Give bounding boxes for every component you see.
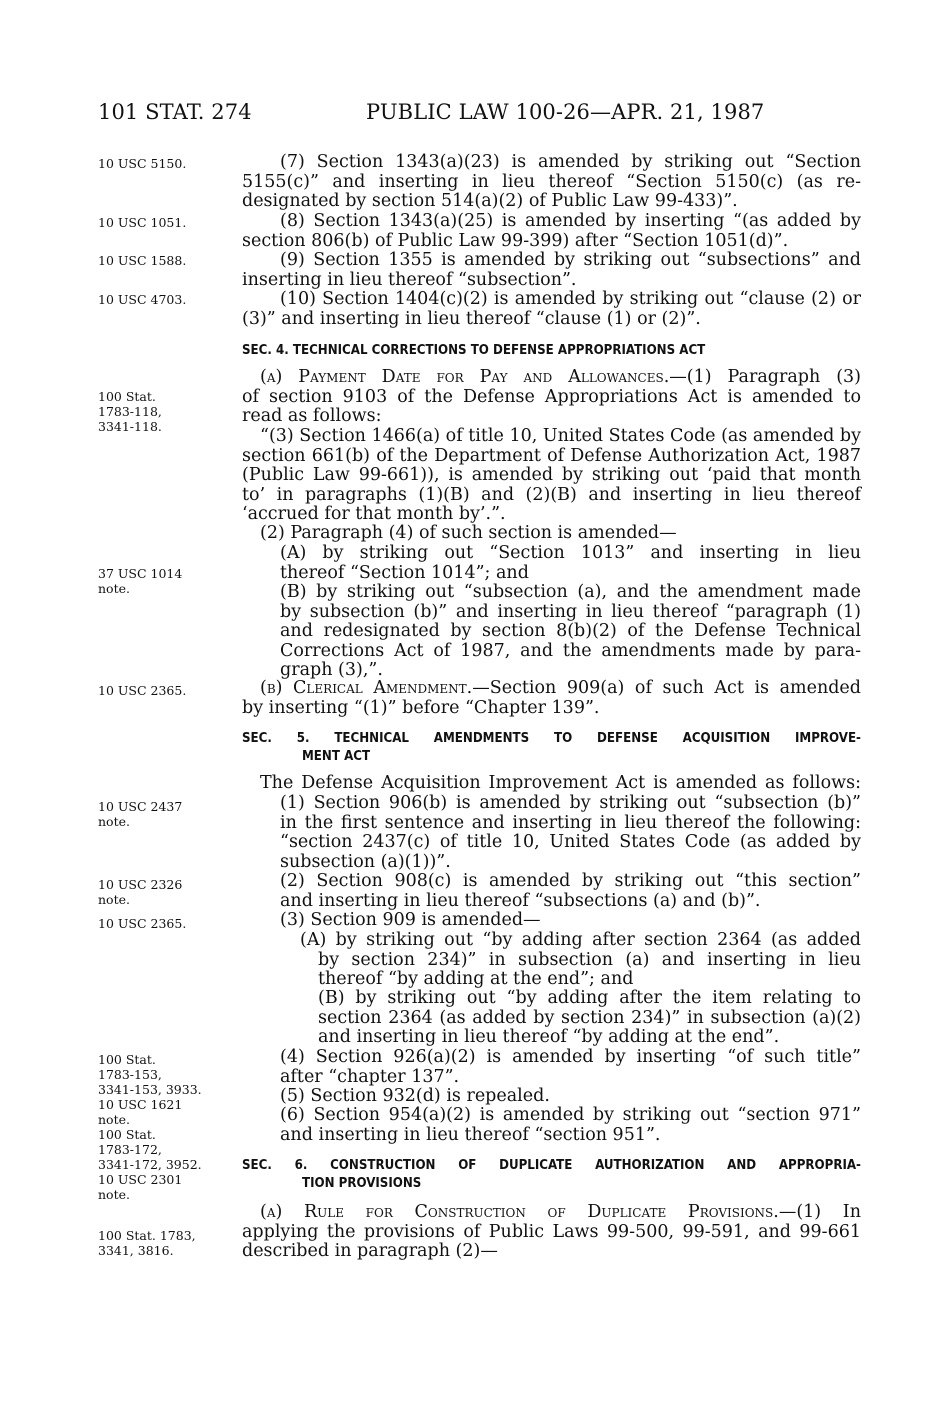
paragraph-10: (10) Section 1404(c)(2) is amended by striking out “clause (2) or (3)” and inserting in lieu thereof “clause (1) or (2)”. [242, 289, 861, 329]
section-4-subsection-b: (b) Clerical Amendment.—Section 909(a) of such Act is amended by inserting “(1)” before “Chapter 139”. [242, 678, 861, 718]
section-4-clause-A: (A) by striking out “Section 1013” and inserting in lieu thereof “Section 1014”; and [280, 543, 861, 583]
section-6-heading: SEC. 6. CONSTRUCTION OF DUPLICATE AUTHORIZATION AND APPROPRIA- TION PROVISIONS [242, 1158, 861, 1191]
section-5-intro: The Defense Acquisition Improvement Act is amended as follows: [260, 773, 861, 793]
section-4-subsection-a: (a) Payment Date for Pay and Allowances.—(1) Paragraph (3) of section 9103 of the Defense Appropriations Act is amended to read as follows: [242, 367, 861, 426]
margin-note: 10 USC 5150. [98, 156, 187, 171]
paragraph-7: (7) Section 1343(a)(23) is amended by striking out “Section 5155(c)” and inserting in lieu thereof “Section 5150(c) (as re- designated by section 514(a)(2) of Public Law 99-433)”. [242, 152, 861, 211]
margin-note: 100 Stat. 1783-153, 3341-153, 3933. 10 USC 1621 note. 100 Stat. 1783-172, 3341-172, 3952. 10 USC 2301 note. [98, 1052, 202, 1202]
margin-note: 100 Stat. 1783, 3341, 3816. [98, 1228, 196, 1258]
section-4-heading: SEC. 4. TECHNICAL CORRECTIONS TO DEFENSE APPROPRIATIONS ACT [242, 343, 706, 358]
section-5-paragraph-1: (1) Section 906(b) is amended by striking out “subsection (b)” in the first sentence and inserting in lieu thereof the following: “section 2437(c) of title 10, United States Code (as added by subsection (a)(1))”. [280, 793, 861, 872]
paragraph-9: (9) Section 1355 is amended by striking out “subsections” and inserting in lieu thereof “subsection”. [242, 250, 861, 290]
section-5-paragraph-4: (4) Section 926(a)(2) is amended by inserting “of such title” after “chapter 137”. [280, 1047, 861, 1087]
subsection-heading: (a) Payment Date for Pay and Allowances. [260, 367, 670, 387]
section-5-paragraph-3: (3) Section 909 is amended— [280, 910, 541, 930]
section-5-paragraph-2: (2) Section 908(c) is amended by striking out “this section” and inserting in lieu thereof “subsections (a) and (b)”. [280, 871, 861, 911]
section-5-clause-B: (B) by striking out “by adding after the item relating to section 2364 (as added by section 234)” in subsection (a)(2) and inserting in lieu thereof “by adding at the end”. [318, 988, 861, 1047]
margin-note: 10 USC 1051. [98, 215, 187, 230]
paragraph-8: (8) Section 1343(a)(25) is amended by inserting “(as added by section 806(b) of Public Law 99-399) after “Section 1051(d)”. [242, 211, 861, 251]
margin-note: 100 Stat. 1783-118, 3341-118. [98, 389, 162, 434]
margin-note: 37 USC 1014 note. [98, 566, 183, 596]
page-running-title: PUBLIC LAW 100-26—APR. 21, 1987 [366, 100, 765, 124]
section-5-clause-A: (A) by striking out “by adding after section 2364 (as added by section 234)” in subsection (a) and inserting in lieu thereof “by adding at the end”; and [300, 930, 861, 989]
margin-note: 10 USC 2365. [98, 683, 187, 698]
section-5-paragraph-6: (6) Section 954(a)(2) is amended by striking out “section 971” and inserting in lieu thereof “section 951”. [280, 1105, 861, 1145]
section-4-clause-B: (B) by striking out “subsection (a), and the amendment made by subsection (b)” and inserting in lieu thereof “paragraph (1) and redesignated by section 8(b)(2) of the Defense Technical Corrections Act of 1987, and the amendments made by para- graph (3),”. [280, 582, 861, 680]
margin-note: 10 USC 1588. [98, 253, 187, 268]
margin-note: 10 USC 4703. [98, 292, 187, 307]
section-5-heading: SEC. 5. TECHNICAL AMENDMENTS TO DEFENSE ACQUISITION IMPROVE- MENT ACT [242, 731, 861, 764]
section-4-paragraph-2: (2) Paragraph (4) of such section is amended— [260, 523, 677, 543]
subsection-heading: (b) Clerical Amendment. [260, 678, 473, 698]
section-6-subsection-a: (a) Rule for Construction of Duplicate Provisions.—(1) In applying the provisions of Public Laws 99-500, 99-591, and 99-661 described in paragraph (2)— [242, 1202, 861, 1261]
margin-note: 10 USC 2365. [98, 916, 187, 931]
section-5-paragraph-5: (5) Section 932(d) is repealed. [280, 1086, 550, 1106]
quoted-amendment: “(3) Section 1466(a) of title 10, United States Code (as amended by section 661(b) of the Department of Defense Authorization Act, 1987 (Public Law 99-661)), is amended by striking out ‘paid that month to’ in paragraphs (1)(B) and (2)(B) and inserting in lieu thereof ‘accrued for that month by’.”. [242, 426, 861, 524]
page-stat-reference: 101 STAT. 274 [98, 100, 252, 124]
margin-note: 10 USC 2326 note. [98, 877, 183, 907]
subsection-heading: (a) Rule for Construction of Duplicate Provisions. [260, 1202, 779, 1222]
margin-note: 10 USC 2437 note. [98, 799, 183, 829]
